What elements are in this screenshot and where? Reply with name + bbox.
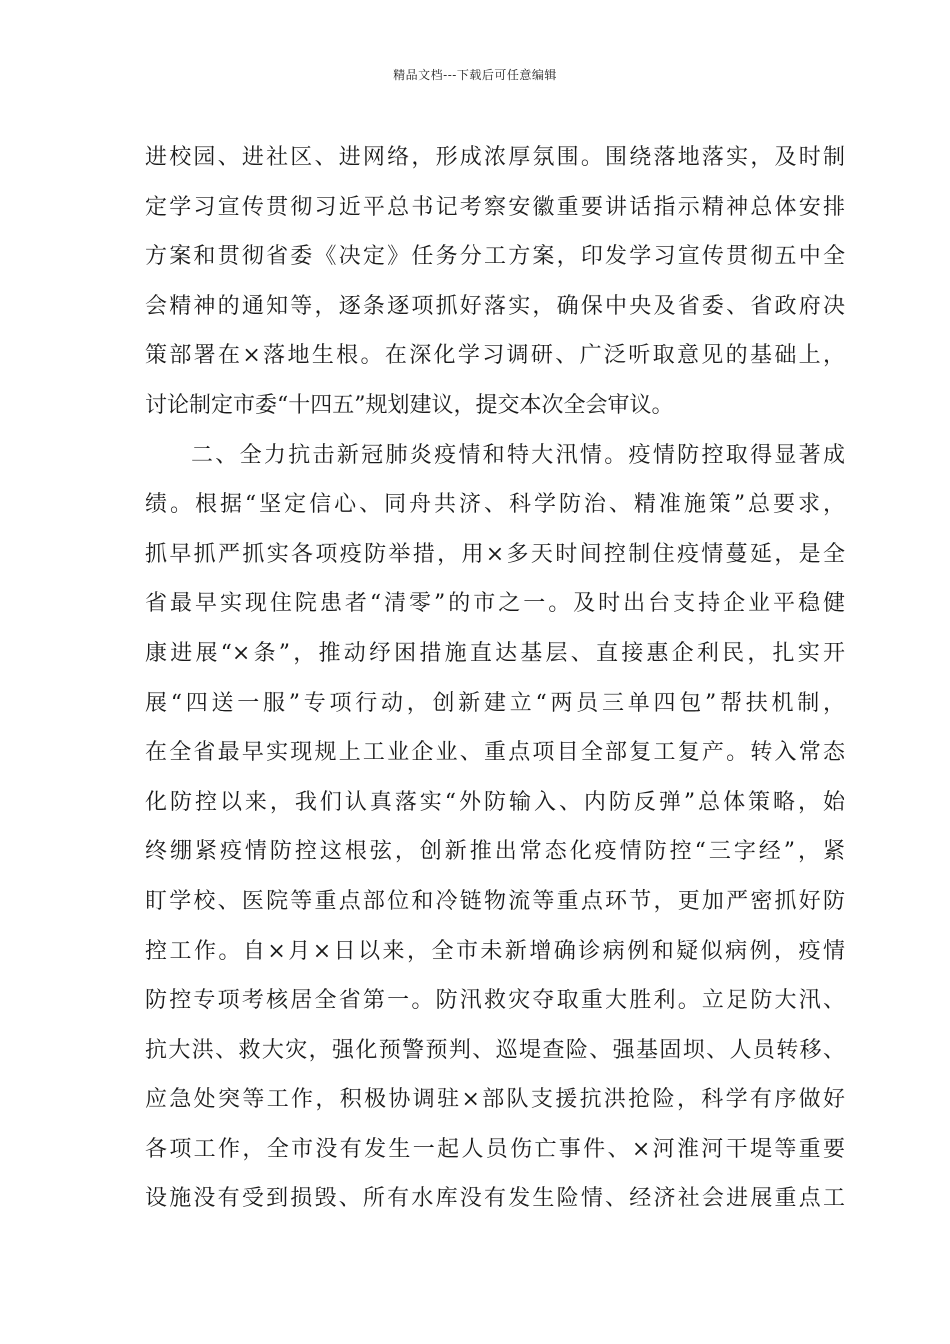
text-line: 终绷紧疫情防控这根弦，创新推出常态化疫情防控“三字经”，紧 [145,839,845,865]
section-heading-line: 二、全力抗击新冠肺炎疫情和特大汛情。疫情防控取得显著成 [191,442,845,468]
text-line: 应急处突等工作，积极协调驻×部队支援抗洪抢险，科学有序做好 [145,1087,845,1113]
body-text [145,133,845,1224]
text-line: 会精神的通知等，逐条逐项抓好落实，确保中央及省委、省政府决 [145,293,845,319]
page-header: 精品文档---下载后可任意编辑 [393,68,557,82]
text-line: 抓早抓严抓实各项疫防举措，用×多天时间控制住疫情蔓延，是全 [145,541,845,567]
text-line: 康进展“×条”，推动纾困措施直达基层、直接惠企利民，扎实开 [145,640,845,666]
text-line: 方案和贯彻省委《决定》任务分工方案，印发学习宣传贯彻五中全 [145,244,845,270]
text-line: 各项工作，全市没有发生一起人员伤亡事件、×河淮河干堤等重要 [145,1136,845,1162]
text-line: 绩。根据“坚定信心、同舟共济、科学防治、精准施策”总要求， [145,492,845,518]
text-line: 省最早实现住院患者“清零”的市之一。及时出台支持企业平稳健 [145,591,845,617]
paragraph-end-line: 讨论制定市委“十四五”规划建议，提交本次全会审议。 [145,392,674,418]
text-line: 策部署在×落地生根。在深化学习调研、广泛听取意见的基础上， [145,343,845,369]
text-line: 防控专项考核居全省第一。防汛救灾夺取重大胜利。立足防大汛、 [145,988,845,1014]
text-line: 化防控以来，我们认真落实“外防输入、内防反弹”总体策略，始 [145,789,845,815]
text-line: 控工作。自×月×日以来，全市未新增确诊病例和疑似病例，疫情 [145,938,845,964]
text-line: 在全省最早实现规上工业企业、重点项目全部复工复产。转入常态 [145,740,845,766]
text-line: 进校园、进社区、进网络，形成浓厚氛围。围绕落地落实，及时制 [145,145,845,170]
text-line: 设施没有受到损毁、所有水库没有发生险情、经济社会进展重点工 [145,1186,845,1212]
text-line: 盯学校、医院等重点部位和冷链物流等重点环节，更加严密抓好防 [145,888,845,914]
text-line: 展“四送一服”专项行动，创新建立“两员三单四包”帮扶机制， [145,690,845,716]
text-line: 定学习宣传贯彻习近平总书记考察安徽重要讲话指示精神总体安排 [145,194,845,220]
text-line: 抗大洪、救大灾，强化预警预判、巡堤查险、强基固坝、人员转移、 [145,1037,845,1063]
